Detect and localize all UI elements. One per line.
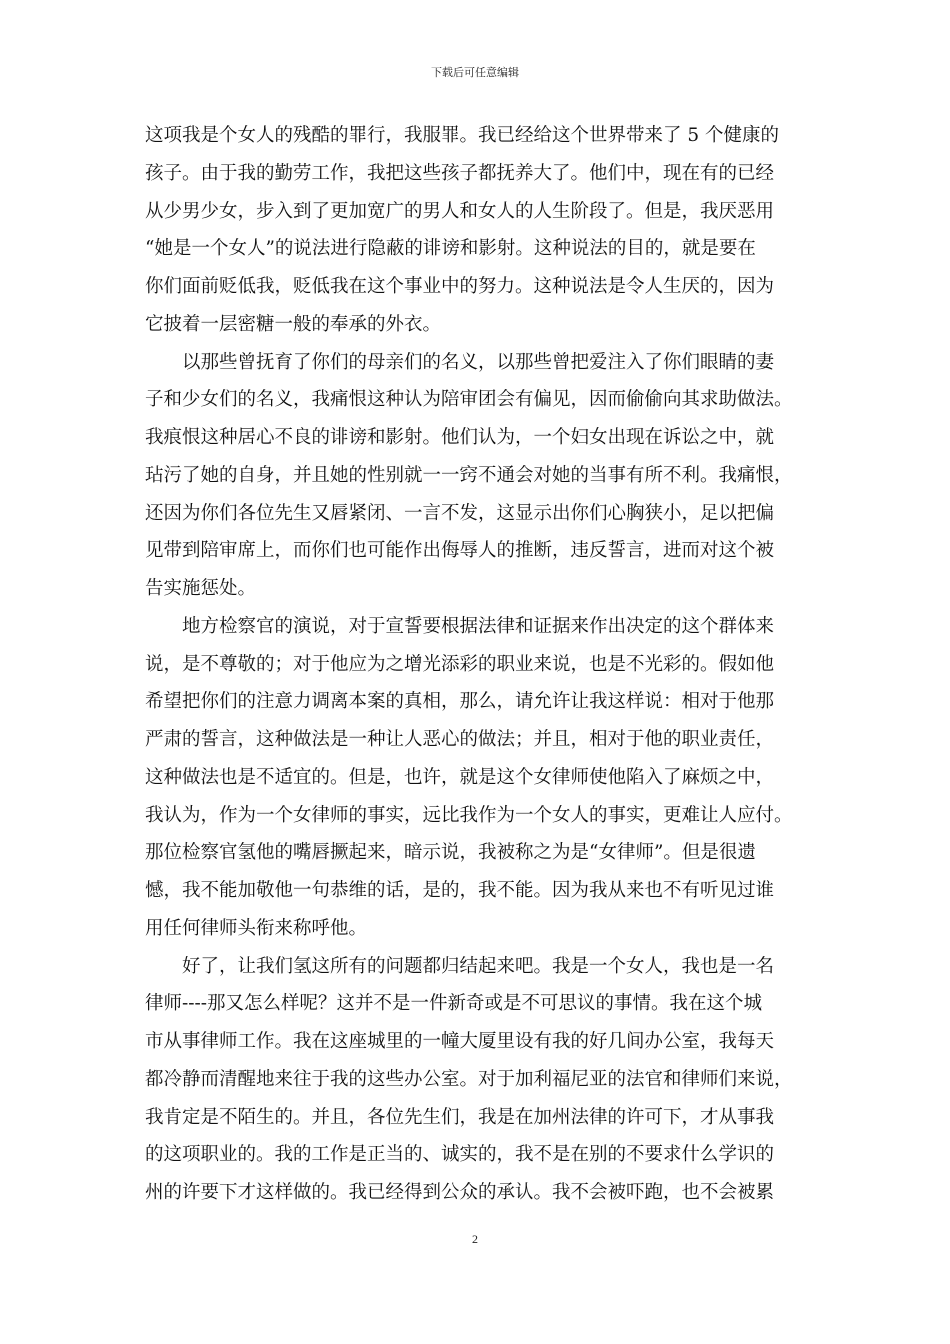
paragraph-2 [145,344,810,608]
page-number: 2 [472,1232,478,1246]
body-text [145,117,810,1212]
paragraph-4 [145,948,810,1212]
text-line: 见带到陪审席上，而你们也可能作出侮辱人的推断，违反誓言，进而对这个被 [145,540,775,562]
text-line: 子和少女们的名义，我痛恨这种认为陪审团会有偏见，因而偷偷向其求助做法。 [145,389,793,411]
text-line: 我肯定是不陌生的。并且，各位先生们，我是在加州法律的许可下，才从事我 [145,1106,775,1128]
text-line: 这种做法也是不适宜的。但是，也许，就是这个女律师使他陷入了麻烦之中， [145,766,775,788]
text-line: 还因为你们各位先生又唇紧闭、一言不发，这显示出你们心胸狭小，足以把偏 [145,502,775,524]
text-line: 都冷静而清醒地来往于我的这些办公室。对于加利福尼亚的法官和律师们来说， [145,1068,793,1090]
text-line: 我认为，作为一个女律师的事实，远比我作为一个女人的事实，更难让人应付。 [145,804,793,826]
text-line: 用任何律师头衔来称呼他。 [145,917,368,939]
text-line: 地方检察官的演说，对于宣誓要根据法律和证据来作出决定的这个群体来 [182,615,775,637]
text-line: 玷污了她的自身，并且她的性别就一一窍不通会对她的当事有所不利。我痛恨， [145,464,793,486]
text-line: 我痕恨这种居心不良的诽谤和影射。他们认为，一个妇女出现在诉讼之中，就 [145,427,775,448]
text-line: 以那些曾抚育了你们的母亲们的名义，以那些曾把爱注入了你们眼睛的妻 [182,351,775,373]
text-line: 州的许要下才这样做的。我已经得到公众的承认。我不会被吓跑，也不会被累 [145,1182,775,1203]
text-line: 你们面前贬低我，贬低我在这个事业中的努力。这种说法是令人生厌的，因为 [145,276,775,297]
text-line: 说，是不尊敬的；对于他应为之增光添彩的职业来说，也是不光彩的。假如他 [145,653,775,675]
text-line: 告实施惩处。 [145,578,257,599]
text-line: 市从事律师工作。我在这座城里的一幢大厦里设有我的好几间办公室，我每天 [145,1031,775,1052]
text-line: 律师----那又怎么样呢？这并不是一件新奇或是不可思议的事情。我在这个城 [145,993,763,1015]
paragraph-1 [145,117,810,344]
text-line: 好了，让我们氢这所有的问题都归结起来吧。我是一个女人，我也是一名 [182,955,775,977]
text-line: 希望把你们的注意力调离本案的真相，那么，请允许让我这样说：相对于他那 [145,691,775,713]
text-line: 严肃的誓言，这种做法是一种让人恶心的做法；并且，相对于他的职业责任， [145,729,775,750]
text-line: 的这项职业的。我的工作是正当的、诚实的，我不是在别的不要求什么学识的 [145,1144,775,1166]
text-line: 它披着一层密糖一般的奉承的外衣。 [145,313,442,335]
text-line: “她是一个女人”的说法进行隐蔽的诽谤和影射。这种说法的目的，就是要在 [145,238,756,260]
page-header: 下载后可任意编辑 [431,66,519,79]
paragraph-3 [145,608,810,948]
text-line: 孩子。由于我的勤劳工作，我把这些孩子都抚养大了。他们中，现在有的已经 [145,162,775,184]
text-line: 这项我是个女人的残酷的罪行，我服罪。我已经给这个世界带来了 5 个健康的 [145,125,780,146]
text-line: 从少男少女，步入到了更加宽广的男人和女人的人生阶段了。但是，我厌恶用 [145,200,775,222]
text-line: 憾，我不能加敬他一句恭维的话，是的，我不能。因为我从来也不有听见过谁 [145,880,775,901]
text-line: 那位检察官氢他的嘴唇撅起来，暗示说，我被称之为是“女律师”。但是很遗 [145,842,756,864]
